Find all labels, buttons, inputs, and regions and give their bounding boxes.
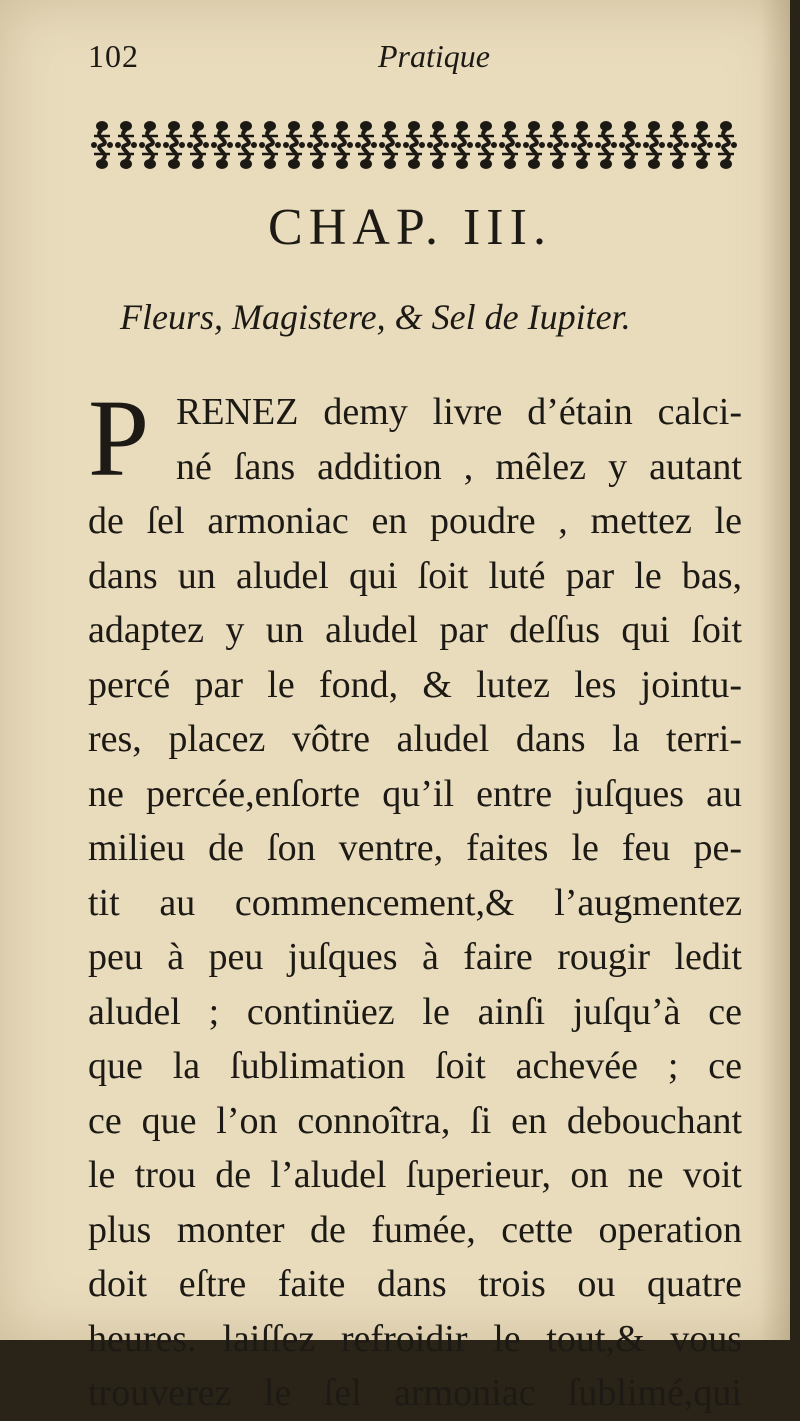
text-line: milieu de ſon ventre, faites le feu pe- <box>88 827 742 869</box>
text-line: peu à peu juſques à faire rougir ledit <box>88 936 742 978</box>
text-line: doit eſtre faite dans trois ou quatre <box>88 1263 742 1305</box>
text-line: res, placez vôtre aludel dans la terri- <box>88 718 742 760</box>
text-line: plus monter de fumée, cette operation <box>88 1208 742 1251</box>
drop-cap: P <box>88 377 150 499</box>
text-line: adaptez y un aludel par deſſus qui ſoit <box>88 609 742 651</box>
text-line: que la ſublimation ſoit achevée ; ce <box>88 1045 742 1087</box>
text-line: le trou de l’aludel ſuperieur, on ne voit <box>88 1154 742 1196</box>
text-line: dans un aludel qui ſoit luté par le bas, <box>88 554 742 597</box>
ornament-band <box>90 118 740 172</box>
text-line: tit au commencement,& l’augmentez <box>88 881 742 924</box>
text-line: RENEZ demy livre d’étain calci- <box>176 391 742 433</box>
text-line: ne percée,enſorte qu’il entre juſques au <box>88 772 742 815</box>
chapter-subtitle: Fleurs, Magistere, & Sel de Iupiter. <box>120 297 631 337</box>
page-number: 102 <box>88 38 139 74</box>
text-line: aludel ; continüez le ainſi juſqu’à ce <box>88 990 742 1033</box>
text-line: trouverez le ſel armoniac ſublimé,qui <box>88 1372 742 1414</box>
text-line: heures. laiſſez refroidir le tout,& vous <box>88 1317 742 1360</box>
text-line: de ſel armoniac en poudre , mettez le <box>88 500 742 542</box>
text-line: percé par le fond, & lutez les jointu- <box>88 663 742 706</box>
text-line: né ſans addition , mêlez y autant <box>176 445 742 488</box>
body-text <box>88 377 742 1421</box>
running-title: Pratique <box>378 38 490 74</box>
running-head <box>88 38 738 88</box>
chapter-title: CHAP. III. <box>268 199 552 256</box>
text-line: ce que l’on connoîtra, ſi en debouchant <box>88 1099 742 1142</box>
